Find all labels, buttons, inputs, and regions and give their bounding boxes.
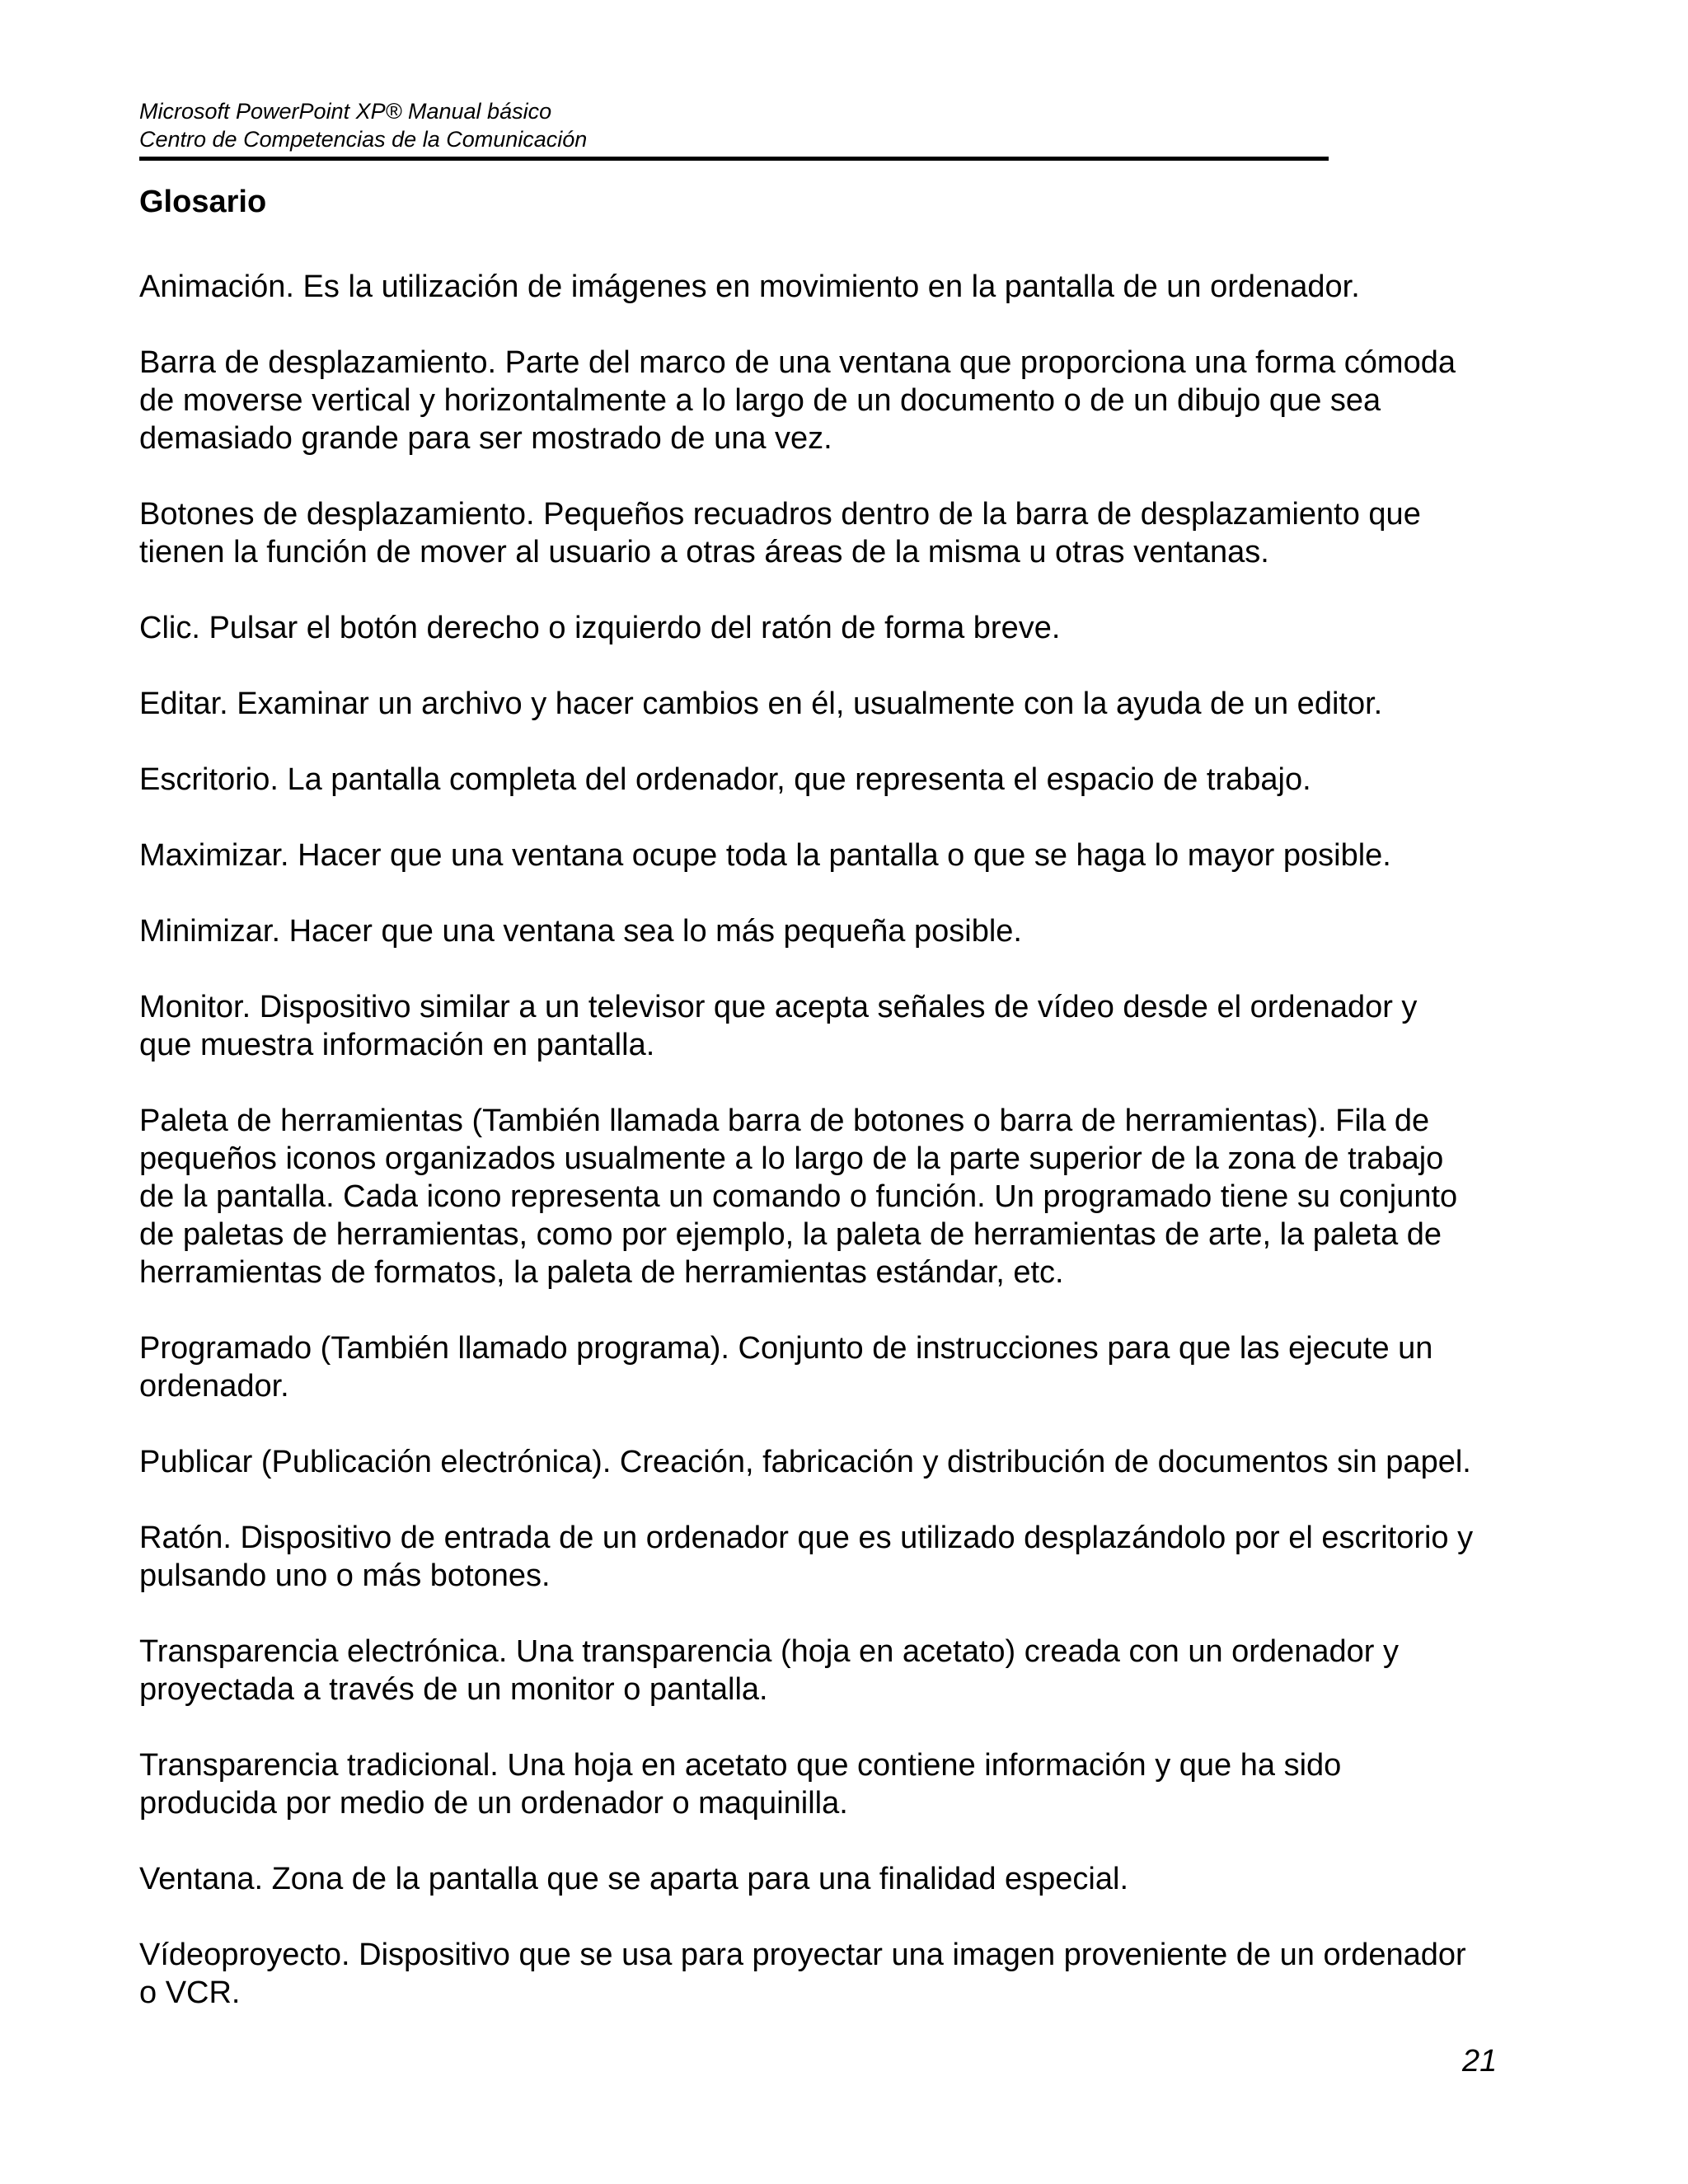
glossary-entry: Transparencia electrónica. Una transparencia (hoja en acetato) creada con un ordenador y proyectada a través de un monitor o pantalla. [139, 1634, 1399, 1707]
glossary-entry: Vídeoproyecto. Dispositivo que se usa para proyectar una imagen proveniente de un ordenador o VCR. [139, 1938, 1466, 2010]
glossary-entry: Minimizar. Hacer que una ventana sea lo más pequeña posible. [139, 914, 1022, 949]
glossary-entry: Programado (También llamado programa). Conjunto de instrucciones para que las ejecute un ordenador. [139, 1331, 1433, 1404]
section-heading: Glosario [139, 185, 267, 219]
glossary-entry: Ratón. Dispositivo de entrada de un ordenador que es utilizado desplazándolo por el escritorio y pulsando uno o más botones. [139, 1521, 1474, 1593]
glossary-entry: Botones de desplazamiento. Pequeños recuadros dentro de la barra de desplazamiento que tienen la función de mover al usuario a otras áreas de la misma u otras ventanas. [139, 497, 1421, 569]
header-title: Microsoft PowerPoint XP® Manual básico [139, 99, 552, 124]
header-subtitle: Centro de Competencias de la Comunicación [139, 127, 588, 152]
glossary-entry: Escritorio. La pantalla completa del ordenador, que representa el espacio de trabajo. [139, 762, 1311, 797]
glossary-entry: Transparencia tradicional. Una hoja en acetato que contiene información y que ha sido producida por medio de un ordenador o maquinilla. [139, 1748, 1342, 1821]
glossary-entry: Paleta de herramientas (También llamada barra de botones o barra de herramientas). Fila de pequeños iconos organizados usualmente a lo largo de la parte superior de la zona de trabajo de la pantalla. Cada icono representa un comando o función. Un programado tiene su conjunto de paletas de herramientas, como por ejemplo, la paleta de herramientas de arte, la paleta de herramientas de formatos, la paleta de herramientas estándar, etc. [139, 1104, 1458, 1290]
page-number: 21 [1462, 2044, 1498, 2079]
glossary-entry: Clic. Pulsar el botón derecho o izquierdo del ratón de forma breve. [139, 611, 1061, 645]
glossary-list [139, 268, 1565, 2050]
glossary-entry: Ventana. Zona de la pantalla que se aparta para una finalidad especial. [139, 1862, 1129, 1896]
glossary-entry: Monitor. Dispositivo similar a un televisor que acepta señales de vídeo desde el ordenador y que muestra información en pantalla. [139, 990, 1418, 1062]
glossary-entry: Publicar (Publicación electrónica). Creación, fabricación y distribución de documentos sin papel. [139, 1445, 1471, 1479]
glossary-entry: Editar. Examinar un archivo y hacer cambios en él, usualmente con la ayuda de un editor. [139, 687, 1383, 721]
glossary-entry: Maximizar. Hacer que una ventana ocupe toda la pantalla o que se haga lo mayor posible. [139, 838, 1391, 873]
glossary-entry: Barra de desplazamiento. Parte del marco de una ventana que proporciona una forma cómoda de moverse vertical y horizontalmente a lo largo de un documento o de un dibujo que sea demasiado grande para ser mostrado de una vez. [139, 345, 1456, 456]
glossary-entry: Animación. Es la utilización de imágenes en movimiento en la pantalla de un ordenador. [139, 269, 1360, 304]
running-header [139, 97, 1329, 161]
